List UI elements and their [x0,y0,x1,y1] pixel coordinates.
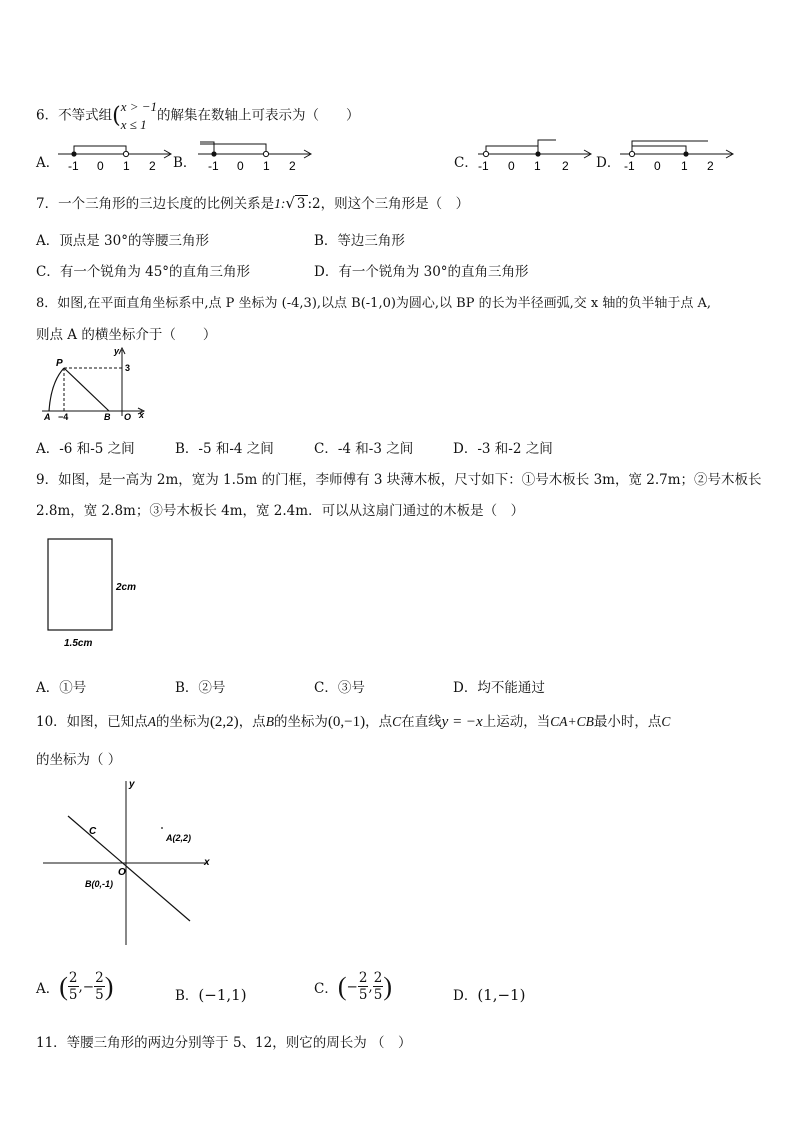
solution-bracket [486,146,538,154]
q6-label-b: B． [173,155,197,171]
q8-option-b: B．-5 和-4 之间 [175,441,274,457]
q7-option-a: A．顶点是 30°的等腰三角形 [36,233,209,249]
q9-line1: 9．如图，是一高为 2m，宽为 1.5m 的门框，李师傅有 3 块薄木板，尺寸如下：①号木板长 3m，宽 2.7m；②号木板长 [36,472,762,488]
label-a: A [44,412,51,422]
label-3: 3 [125,363,131,373]
label-b: B [104,412,111,422]
sqrt-sign: √ [285,194,295,212]
label-x: x [204,857,210,868]
q9-option-c: C．③号 [314,680,365,696]
ray-right [632,141,708,154]
point-a [161,827,163,829]
width-label: 1.5cm [64,638,93,649]
q6-label-d: D． [596,155,621,171]
q10-option-d: D．(1,−1) [453,986,526,1004]
segment-bp [64,368,109,411]
tick-label: 1 [263,159,270,173]
q6-system-bottom: x ≤ 1 [120,117,147,132]
tick-label: 2 [149,159,156,173]
ray-left [200,144,266,154]
q7-stem-post: ，则这个三角形是（ ） [320,196,470,212]
tick-label: 0 [97,159,104,173]
q8-option-a: A．-6 和-5 之间 [36,441,135,457]
q7-option-b: B．等边三角形 [314,233,405,249]
label-o: O [124,412,132,422]
tick-label: -1 [624,159,635,173]
tick-label: 2 [562,159,569,173]
q7-stem [36,192,469,212]
q6-numberline-b [196,136,316,176]
ray-right [538,140,556,154]
q8-option-c: C．-4 和-3 之间 [314,441,414,457]
q7-sqrt-arg: 3 [296,196,306,212]
q10-figure [40,775,230,950]
tick-label: -1 [478,159,489,173]
q6-stem-post: 的解集在数轴上可表示为（ ） [157,107,360,124]
q10-line2: 的坐标为（ ） [36,752,122,768]
line-y-neg-x [68,816,190,921]
label-p: P [56,358,63,369]
q10-option-a: A． ( $\frac{2}{5}$ ,− $\frac{2}{5}$ ) [36,970,114,1003]
label-a: A(2,2) [166,833,192,843]
tick-label: 2 [289,159,296,173]
tick-label: 2 [707,159,714,173]
q7-option-d: D．有一个锐角为 30°的直角三角形 [314,264,529,280]
arc [49,368,64,411]
tick-label: 0 [237,159,244,173]
q9-option-d: D．均不能通过 [453,680,545,696]
q6-label-c: C． [454,155,478,171]
label-b: B(0,-1) [85,879,114,889]
closed-dot [71,151,76,156]
q8-figure [36,342,156,422]
tick-label: 1 [123,159,130,173]
q9-door-figure [40,532,160,654]
label-y: y [129,779,135,790]
tick-label: -1 [68,159,79,173]
open-dot [483,151,488,156]
q8-line2: 则点 A 的横坐标介于（ ） [36,327,217,343]
closed-dot [535,151,540,156]
q9-option-b: B．②号 [175,680,226,696]
q10-line1: 10．如图，已知点A的坐标为(2,2)，点B的坐标为(0,−1)，点C在直线y = −x上运动，当CA+CB最小时，点C [36,714,671,730]
q6-system [121,98,157,134]
solution-bracket [74,146,126,154]
closed-dot [683,151,688,156]
tick-label: -1 [208,159,219,173]
q9-option-a: A．①号 [36,680,87,696]
q8-line1: 8．如图,在平面直角坐标系中,点 P 坐标为 (-4,3),以点 B(-1,0)为圆心,以 BP 的长为半径画弧,交 x 轴的负半轴于点 A, [36,296,711,311]
q6-system-top: x > −1 [120,99,158,114]
label-y: y [114,346,120,356]
label-o: O [118,867,126,878]
q6-numberline-c [476,136,596,176]
tick-label: 1 [681,159,688,173]
closed-dot [211,151,216,156]
label-c: C [89,826,97,837]
label-x: x [139,410,145,420]
q9-line2: 2.8m，宽 2.8m；③号木板长 4m，宽 2.4m．可以从这扇门通过的木板是（ ） [36,503,525,519]
q7-ratio-a: 1: [274,196,286,211]
height-label: 2cm [116,582,137,593]
solution-bracket [632,146,686,154]
q10-option-b: B．(−1,1) [175,986,247,1004]
q7-stem-pre: 7．一个三角形的三边长度的比例关系是 [36,196,275,212]
q6-label-a: A． [36,155,60,171]
open-dot [629,151,634,156]
q7-ratio-b: :2 [307,196,321,212]
q7-option-c: C．有一个锐角为 45°的直角三角形 [36,264,251,280]
q6-stem: 6．不等式组( x > −1 x ≤ 1 的解集在数轴上可表示为（ ） [36,99,360,132]
open-dot [263,151,268,156]
label-neg4: −4 [58,412,69,422]
q11-stem: 11．等腰三角形的两边分别等于 5、12，则它的周长为 （ ） [36,1035,412,1051]
q6-numberline-d [618,136,738,176]
tick-label: 0 [508,159,515,173]
q8-option-d: D．-3 和-2 之间 [453,441,553,457]
q6-numberline-a [56,136,176,176]
q6-stem-pre: 6．不等式组 [36,107,113,124]
tick-label: 0 [654,159,661,173]
tick-label: 1 [534,159,541,173]
door-frame [48,539,112,630]
open-dot [123,151,128,156]
q10-option-c: C． ( − $\frac{2}{5}$ , $\frac{2}{5}$ ) [314,970,392,1003]
